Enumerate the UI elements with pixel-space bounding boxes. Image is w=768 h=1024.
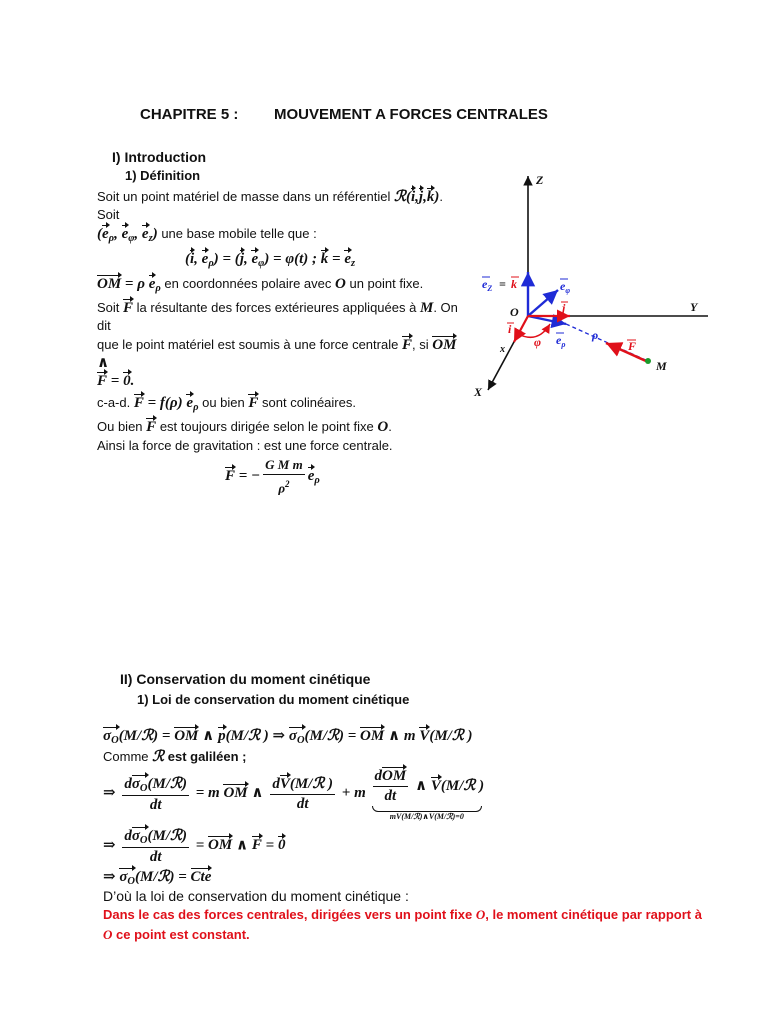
line-6: que le point matériel est soumis à une force centrale F, si OM ∧ (97, 337, 457, 371)
svg-text:i: i (508, 322, 512, 336)
eq-4: ⇒ $\sigma_O(M/ℛ)$ = Cte (103, 869, 212, 887)
ez-label (482, 277, 519, 293)
eq-2: ⇒ $\frac{d\sigma_O(M/ℛ)}{dt}$ = m OM ∧ $\frac{\text{dV(M/ℛ )}}{dt}$ + m $\frac{\text{dOM}}{dt}$ ∧ V(M/ℛ ) mV(M/ℛ)∧V(M/ℛ)=0 (103, 768, 485, 821)
galilean-line: Comme ℛ est galiléen ; (103, 749, 247, 765)
svg-text:eZ: $e_Z$ (482, 277, 493, 293)
line-2: ($e_\rho$, $e_\varphi$, $e_z$) une base mobile telle que : (97, 226, 317, 244)
x-label: X (474, 385, 483, 399)
conservation-derivation (103, 726, 723, 945)
ephi-vector (528, 290, 558, 316)
eq-3: ⇒ $\frac{d\sigma_O(M/ℛ)}{dt}$ = OM ∧ F = 0 (103, 828, 286, 865)
line-9: Ou bien F est toujours dirigée selon le point fixe O. (97, 419, 392, 435)
y-label: Y (690, 300, 698, 314)
mass-label: M (656, 359, 667, 373)
force-label (627, 339, 636, 353)
subsection-heading: 1) Définition (125, 168, 201, 183)
gravity-formula: F = − $\frac{\text{G M m}}{\rho^2}$ $e_\rho$ (225, 457, 320, 496)
svg-text:j: j (562, 301, 566, 315)
polar-coordinates-figure (466, 166, 716, 402)
chapter-label: CHAPITRE 5 : (140, 106, 239, 123)
line-10: Ainsi la force de gravitation : est une force centrale. (97, 438, 393, 453)
svg-text:eρ: $e_\rho$ (556, 333, 566, 349)
line-1: Soit un point matériel de masse dans un référentiel ℛ(i,j,k). Soit (97, 189, 443, 222)
origin-label: O (510, 305, 519, 319)
section2-heading: II) Conservation du moment cinétique (120, 671, 371, 687)
rho-label: ρ (592, 328, 599, 342)
conclusion-statement: Dans le cas des forces centrales, dirigées vers un point fixe O, le moment cinétique par rapport à O ce point est constant. (103, 907, 702, 942)
section-heading: I) Introduction (112, 149, 207, 165)
mass-point (645, 358, 651, 364)
svg-text:=: = (499, 277, 506, 291)
line-7: F = 0. (97, 373, 135, 389)
i-vector (514, 316, 528, 342)
eq-1: $\sigma_O(M/ℛ)$ = OM ∧ p(M/ℛ ) ⇒ $\sigma_O(M/ℛ)$ = OM ∧ m V(M/ℛ ) (103, 728, 473, 746)
x-small-label: x (500, 344, 505, 355)
svg-text:F: F (628, 339, 637, 353)
erho-vector (528, 316, 566, 324)
section2-subheading: 1) Loi de conservation du moment cinétique (137, 692, 410, 707)
conclusion-intro: D’où la loi de conservation du moment cinétique : (103, 888, 409, 904)
force-vector (606, 343, 646, 361)
i-label (507, 322, 514, 336)
line-5: Soit F la résultante des forces extérieures appliquées à M. On dit (97, 300, 458, 333)
definition-text (97, 188, 467, 496)
z-label: Z (536, 173, 544, 187)
svg-text:eφ: $e_\varphi$ (560, 279, 571, 295)
ephi-label (560, 279, 570, 295)
line-8: c-a-d. F = f(ρ) $e_\rho$ ou bien F sont colinéaires. (97, 395, 356, 413)
j-label (560, 301, 568, 315)
line-4: OM = ρ $e_\rho$ en coordonnées polaire avec O un point fixe. (97, 276, 424, 294)
svg-text:k: k (511, 277, 517, 291)
phi-label: φ (534, 335, 542, 349)
erho-label (556, 333, 565, 349)
chapter-title: MOUVEMENT A FORCES CENTRALES (274, 106, 548, 123)
line-3: (i, $e_\rho) = (j$, $e_\varphi) = \varphi(t)$ ; $k = e_z$ (185, 251, 356, 269)
